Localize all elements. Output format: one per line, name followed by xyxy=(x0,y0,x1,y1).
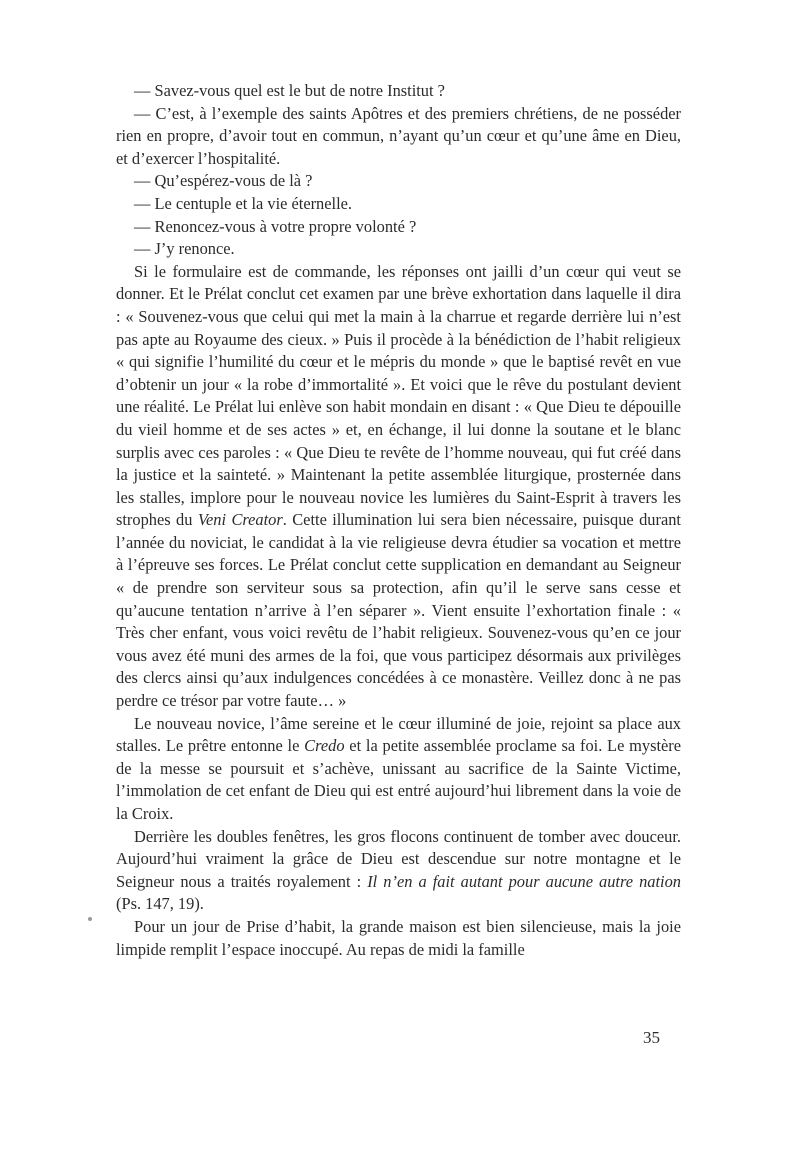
page-text xyxy=(116,80,681,961)
paragraph xyxy=(116,261,681,713)
dialogue-line: — Savez-vous quel est le but de notre Institut ? xyxy=(134,81,445,100)
paragraph-text: (Ps. 147, 19). xyxy=(116,894,204,914)
dialogue-line: — J’y renonce. xyxy=(134,239,235,259)
dialogue-line: — Le centuple et la vie éternelle. xyxy=(134,193,353,213)
paragraph-text: et la petite assemblée proclame sa foi. Le mystère de la messe se poursuit et s’achève, unissant au sacrifice de la Sainte Victime, l’immolation de cet enfant de Dieu qui est entré aujourd’hui librement dans la voie de la Croix. xyxy=(116,736,682,823)
paper-speck xyxy=(88,917,92,921)
paragraph-text: . Cette illumination lui sera bien nécessaire, puisque durant l’année du noviciat, le candidat à la vie religieuse devra étudier sa vocation et mettre à l’épreuve ses forces. Le Prélat conclut cette supplication en demandant au Seigneur « de prendre son serviteur sous sa protection, afin qu’il le serve sans cesse et qu’aucune tentation n’arrive à l’en séparer ». Vient ensuite l’exhortation finale : « Très cher enfant, vous voici revêtu de l’habit religieux. Souvenez-vous qu’en ce jour vous avez été muni des armes de la foi, que vous participez désormais aux privilèges des clercs ainsi qu’aux indulgences concédées à ce monastère. Veillez donc à ne pas perdre ce trésor par votre faute… » xyxy=(116,510,681,711)
paragraph xyxy=(116,713,681,826)
paragraph xyxy=(116,826,681,916)
paragraph-text: Le nouveau novice, l’âme sereine et le cœur illuminé de joie, rejoint sa place aux stalles. Le prêtre entonne le xyxy=(116,713,681,756)
paragraph-text: Derrière les doubles fenêtres, les gros flocons continuent de tomber avec douceur. Aujourd’hui vraiment la grâce de Dieu est descendue sur notre montagne et le Seigneur nous a traités royalement : xyxy=(116,826,681,891)
dialogue-line: — C’est, à l’exemple des saints Apôtres et des premiers chrétiens, de ne posséder rien en propre, d’avoir tout en commun, n’ayant qu’un cœur et qu’une âme en Dieu, et d’exercer l’hospitalité. xyxy=(116,103,681,168)
italic-quotation: Il n’en a fait autant pour aucune autre nation xyxy=(367,871,681,891)
paragraph-text: Si le formulaire est de commande, les réponses ont jailli d’un cœur qui veut se donner. Et le Prélat conclut cet examen par une brève exhortation dans laquelle il dira : « Souvenez-vous que celui qui met la main à la charrue et regarde derrière lui n’est pas apte au Royaume des cieux. » Puis il procède à la bénédiction de l’habit religieux « qui signifie l’humilité du cœur et le mépris du monde » que le baptisé revêt en vue d’obtenir un jour « la robe d’immortalité ». Et voici que le rêve du postulant devient une réalité. Le Prélat lui enlève son habit mondain en disant : « Que Dieu te dépouille du vieil homme et de ses actes » et, en échange, il lui donne la soutane et le blanc surplis avec ces paroles : « Que Dieu te revête de l’homme nouveau, qui fut créé dans la justice et la sainteté. » Maintenant la petite assemblée liturgique, prosternée dans les stalles, implore pour le nouveau novice les lumières du Saint-Esprit à travers les strophes du xyxy=(116,261,681,530)
dialogue-line: — Renoncez-vous à votre propre volonté ? xyxy=(134,216,417,236)
italic-title: Credo xyxy=(304,736,345,756)
page-number: 35 xyxy=(643,1028,660,1047)
paragraph: Pour un jour de Prise d’habit, la grande maison est bien silencieuse, mais la joie limpide remplit l’espace inoccupé. Au repas de midi la famille xyxy=(116,916,681,959)
dialogue-line: — Qu’espérez-vous de là ? xyxy=(134,171,313,191)
italic-title: Veni Creator xyxy=(197,510,283,530)
